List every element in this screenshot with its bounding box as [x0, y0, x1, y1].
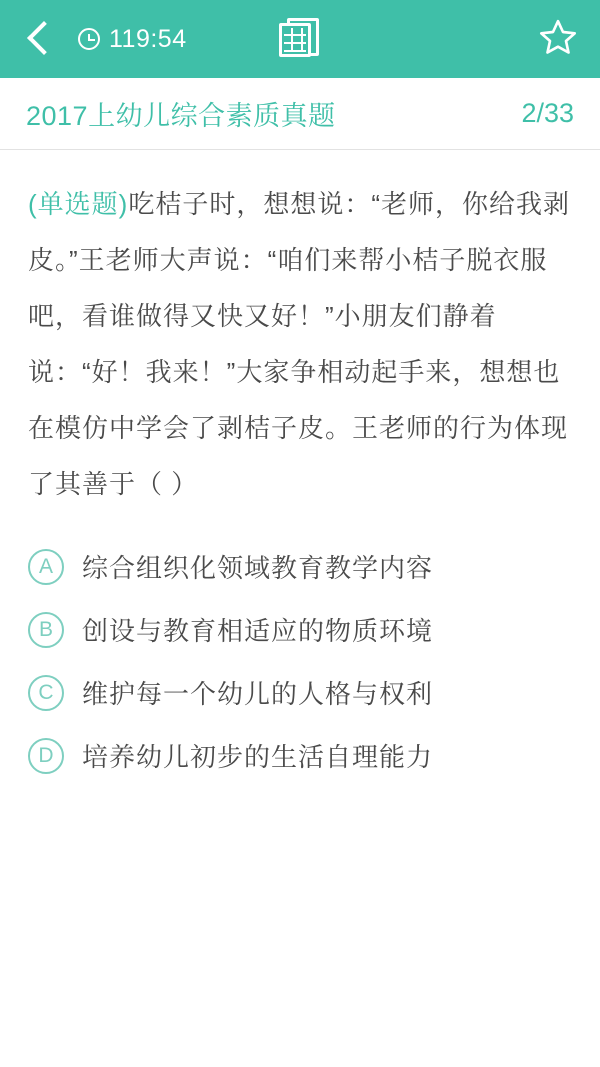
star-outline-icon[interactable] [538, 17, 578, 57]
option-b[interactable] [28, 611, 572, 648]
option-text: 创设与教育相适应的物质环境 [82, 616, 434, 646]
top-navigation-bar [0, 0, 600, 78]
option-letter: A [28, 549, 64, 585]
exam-timer [78, 25, 187, 54]
paper-title-bar [0, 78, 600, 150]
question-type-label: (单选题) [28, 189, 129, 219]
question-body-text: 吃桔子时，想想说：“老师，你给我剥皮。”王老师大声说：“咱们来帮小桔子脱衣服吧，看谁做得又快又好！”小朋友们静着说：“好！我来！”大家争相动起手来，想想也在模仿中学会了剥桔子皮。王老师的行为体现了其善于（ ） [28, 189, 570, 499]
answer-sheet-icon[interactable] [279, 16, 321, 60]
topbar-left-group [22, 17, 187, 61]
page-title: 2017上幼儿综合素质真题 [26, 101, 336, 131]
favorite-button[interactable] [538, 17, 578, 62]
option-a[interactable] [28, 548, 572, 585]
clock-icon [78, 28, 100, 50]
option-text: 维护每一个幼儿的人格与权利 [82, 679, 434, 709]
question-progress: 2/33 [521, 98, 574, 128]
question-content [0, 150, 600, 774]
option-letter: C [28, 675, 64, 711]
option-d[interactable] [28, 737, 572, 774]
option-text: 培养幼儿初步的生活自理能力 [82, 742, 434, 772]
option-c[interactable] [28, 674, 572, 711]
option-letter: B [28, 612, 64, 648]
option-list [28, 548, 572, 774]
question-stem [28, 176, 572, 512]
option-text: 综合组织化领域教育教学内容 [82, 553, 434, 583]
timer-value: 119:54 [109, 24, 187, 53]
option-letter: D [28, 738, 64, 774]
back-chevron-icon[interactable] [22, 17, 56, 61]
answer-sheet-button[interactable] [279, 16, 321, 60]
